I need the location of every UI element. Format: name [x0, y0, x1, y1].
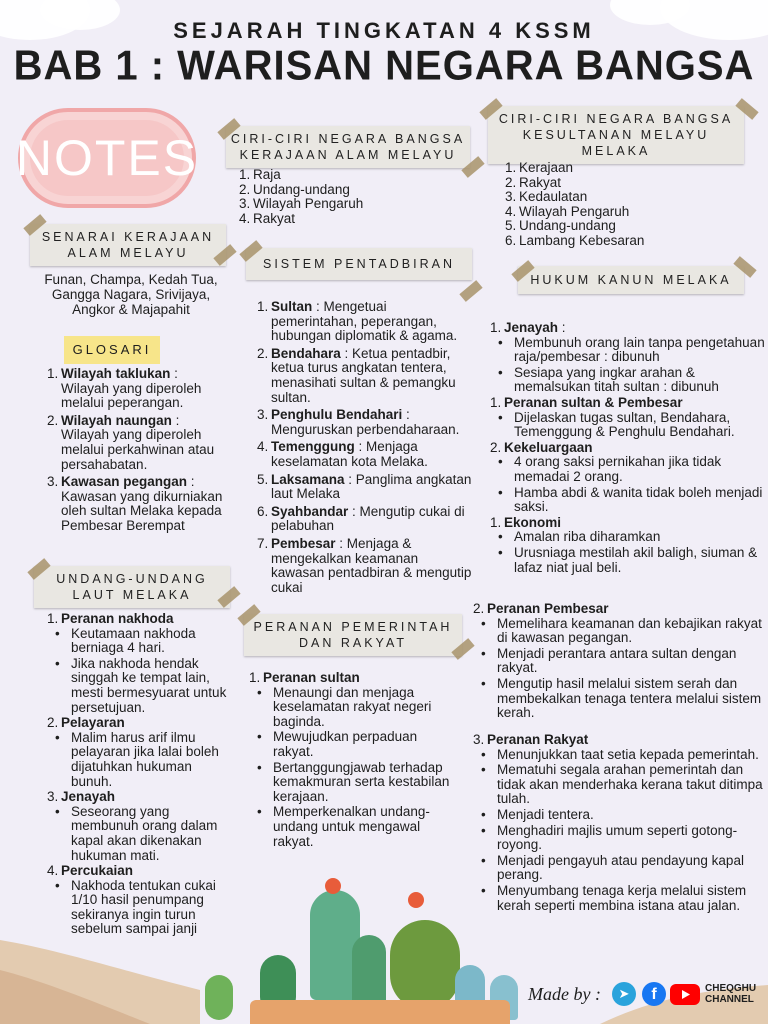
label-sistem-pentadbiran: SISTEM PENTADBIRAN	[246, 248, 472, 280]
bullet-item: • Mematuhi segala arahan pemerintah dan tidak akan menderhaka kerana takut ditimpa tulah.	[473, 763, 763, 807]
bullet-item: • Jika nakhoda hendak singgah ke tempat lain, mesti bermesyuarat untuk persetujuan.	[47, 657, 227, 715]
bullet-item: • Menjadi perantara antara sultan dengan rakyat.	[473, 647, 763, 676]
bullet-item: • Bertanggungjawab terhadap kemakmuran serta kestabilan kerajaan.	[249, 761, 461, 805]
item-text: Rakyat	[519, 174, 562, 190]
section-number: 1.	[47, 611, 59, 626]
item-text: Kerajaan	[519, 160, 574, 175]
section-title: Peranan sultan & Pembesar	[504, 394, 683, 410]
section-title: Ekonomi	[504, 514, 562, 530]
bullet-item: • Mengutip hasil melalui sistem serah dan membekalkan tenaga tentera melalui sistem kerah.	[473, 677, 763, 721]
section-suffix: :	[558, 320, 566, 335]
section-number: 1.	[490, 320, 502, 335]
section-number: 2.	[47, 715, 59, 731]
bullet-item: • Dijelaskan tugas sultan, Bendahara, Temenggung & Penghulu Bendahari.	[490, 411, 766, 440]
list-item	[257, 505, 475, 534]
item-term: Pembesar	[271, 535, 336, 551]
section-heading	[473, 733, 763, 748]
item-desc: : Mengetuai pemerintahan, peperangan, hubungan diplomatik & agama.	[271, 299, 458, 344]
list-item	[239, 168, 439, 183]
sistem-pentadbiran-list	[257, 300, 475, 598]
item-number: 1.	[257, 299, 269, 314]
bullet-item: • Keutamaan nakhoda berniaga 4 hari.	[47, 627, 227, 656]
section-title: Jenayah	[504, 320, 559, 335]
item-term: Laksamana	[271, 471, 345, 487]
item-term: Kawasan pegangan	[61, 474, 188, 490]
item-number: 4.	[239, 210, 251, 226]
youtube-icon[interactable]	[670, 984, 700, 1005]
telegram-icon[interactable]: ➤	[612, 982, 636, 1006]
list-item	[47, 367, 227, 411]
list-item	[505, 219, 725, 234]
bullet-item: • Membunuh orang lain tanpa pengetahuan raja/pembesar : dibunuh	[490, 336, 766, 365]
section-heading	[47, 790, 227, 805]
section-number: 2.	[490, 439, 502, 455]
section-heading	[47, 612, 227, 627]
page-title: BAB 1 : WARISAN NEGARA BANGSA	[13, 42, 755, 90]
section-number: 1.	[249, 670, 261, 685]
item-number: 3.	[47, 474, 59, 490]
item-term: Penghulu Bendahari	[271, 407, 403, 423]
list-item	[239, 197, 439, 212]
list-item	[505, 190, 725, 205]
bullet-item: • Malim harus arif ilmu pelayaran jika lalai boleh dijatuhkan hukuman bunuh.	[47, 731, 227, 789]
list-item	[505, 176, 725, 191]
section-number: 3.	[473, 732, 485, 747]
flower-icon	[408, 892, 424, 908]
bullet-item: • Memperkenalkan undang-undang untuk mengawal rakyat.	[249, 805, 461, 849]
label-ciri-alam-melayu: CIRI-CIRI NEGARA BANGSA KERAJAAN ALAM MELAYU	[226, 126, 470, 168]
notes-badge	[15, 108, 199, 208]
item-desc: : Mengutip cukai di pelabuhan	[271, 503, 465, 534]
item-desc: : Wilayah yang diperoleh melalui peperangan.	[61, 366, 202, 411]
laut-melaka-list	[47, 612, 227, 938]
item-number: 6.	[505, 232, 517, 248]
item-desc: : Ketua pentadbir, ketua turus angkatan tentera, menasihati sultan & pemangku sultan.	[271, 345, 456, 405]
cactus-illustration	[205, 975, 233, 1020]
peranan-rakyat-list	[473, 733, 763, 914]
section-title: Percukaian	[61, 863, 134, 879]
list-item	[257, 347, 475, 405]
item-number: 5.	[257, 471, 269, 487]
item-number: 4.	[257, 439, 269, 455]
list-item	[239, 183, 439, 198]
item-text: Raja	[253, 167, 281, 182]
item-text: Wilayah Pengaruh	[519, 203, 630, 219]
item-desc: : Menjaga & mengekalkan keamanan kawasan pentadbiran & mengutip cukai	[271, 535, 472, 595]
made-by-label: Made by :	[528, 984, 601, 1004]
section-number: 3.	[47, 789, 59, 805]
item-number: 1.	[239, 167, 251, 182]
section-heading	[490, 321, 766, 336]
item-term: Syahbandar	[271, 503, 349, 519]
item-text: Undang-undang	[253, 181, 350, 197]
section-heading	[249, 671, 461, 686]
ciri-alam-melayu-list	[239, 168, 439, 226]
label-peranan-pemerintah: PERANAN PEMERINTAH DAN RAKYAT	[244, 614, 462, 656]
peranan-sultan-list	[249, 671, 461, 850]
section-title: Peranan Rakyat	[487, 732, 589, 747]
glosari-label: GLOSARI	[64, 336, 160, 364]
bullet-item: • Amalan riba diharamkan	[490, 530, 766, 545]
item-number: 5.	[505, 218, 517, 234]
item-number: 6.	[257, 503, 269, 519]
flower-pot	[250, 1000, 510, 1024]
channel-name	[705, 983, 756, 1005]
facebook-icon[interactable]: f	[642, 982, 666, 1006]
bullet-item: • Menyumbang tenaga kerja melalui sistem kerah seperti membina istana atau jalan.	[473, 884, 763, 913]
peranan-pembesar-list	[473, 602, 763, 722]
list-item	[239, 212, 439, 227]
section-number: 1.	[490, 394, 502, 410]
bullet-item: • Sesiapa yang ingkar arahan & memalsukan titah sultan : dibunuh	[490, 366, 766, 395]
label-kerajaan-alam-melayu: SENARAI KERAJAAN ALAM MELAYU	[30, 224, 226, 266]
item-number: 3.	[505, 189, 517, 205]
section-heading	[473, 602, 763, 617]
item-number: 2.	[47, 412, 59, 428]
label-laut-melaka: UNDANG-UNDANG LAUT MELAKA	[34, 566, 230, 608]
section-title: Peranan sultan	[263, 670, 360, 685]
section-title: Peranan Pembesar	[487, 601, 609, 616]
section-heading	[47, 864, 227, 879]
cactus-illustration	[352, 935, 386, 1005]
item-number: 3.	[239, 196, 251, 212]
list-item	[47, 475, 227, 533]
item-text: Lambang Kebesaran	[519, 232, 645, 248]
bullet-item: • Menaungi dan menjaga keselamatan rakyat negeri baginda.	[249, 686, 461, 730]
flower-icon	[325, 878, 341, 894]
item-number: 1.	[505, 160, 517, 175]
tape-decoration	[459, 280, 482, 302]
label-ciri-melaka: CIRI-CIRI NEGARA BANGSA KESULTANAN MELAYU MELAKA	[488, 106, 744, 164]
glosari-list	[47, 367, 227, 537]
item-text: Wilayah Pengaruh	[253, 196, 364, 212]
bullet-item: • Urusniaga mestilah akil baligh, siuman & lafaz niat jual beli.	[490, 546, 766, 575]
item-number: 4.	[505, 203, 517, 219]
item-term: Bendahara	[271, 345, 341, 361]
list-item	[257, 408, 475, 437]
item-desc: : Menjaga keselamatan kota Melaka.	[271, 439, 428, 469]
channel-line-1: CHEQGHU	[705, 983, 757, 994]
section-number: 2.	[473, 601, 485, 616]
cactus-illustration	[390, 920, 460, 1010]
list-item	[47, 414, 227, 472]
item-number: 2.	[239, 181, 251, 197]
list-item	[505, 205, 725, 220]
item-term: Wilayah taklukan	[61, 366, 171, 381]
item-number: 1.	[47, 366, 59, 381]
list-item	[257, 300, 475, 344]
kerajaan-alam-melayu-text: Funan, Champa, Kedah Tua, Gangga Nagara, Srivijaya, Angkor & Majapahit	[44, 272, 218, 317]
item-term: Sultan	[271, 299, 313, 314]
list-item	[505, 161, 725, 176]
section-heading	[490, 396, 766, 411]
list-item	[257, 537, 475, 595]
section-title: Peranan nakhoda	[61, 611, 174, 626]
item-text: Rakyat	[253, 210, 296, 226]
item-desc: : Kawasan yang dikurniakan oleh sultan Melaka kepada Pembesar Berempat	[61, 474, 223, 533]
bullet-item: • Menjadi tentera.	[473, 808, 763, 823]
item-number: 2.	[505, 174, 517, 190]
channel-line-2: CHANNEL	[705, 994, 754, 1005]
list-item	[257, 440, 475, 469]
item-number: 7.	[257, 535, 269, 551]
item-desc: : Menguruskan perbendaharaan.	[271, 407, 460, 437]
bullet-item: • Menghadiri majlis umum seperti gotong- royong.	[473, 824, 763, 853]
item-text: Undang-undang	[519, 218, 616, 234]
bullet-item: • Memelihara keamanan dan kebajikan rakyat di kawasan pegangan.	[473, 617, 763, 646]
bullet-item: • Menjadi pengayuh atau pendayung kapal perang.	[473, 854, 763, 883]
section-heading	[490, 516, 766, 531]
page-subtitle: SEJARAH TINGKATAN 4 KSSM	[173, 18, 595, 43]
section-title: Pelayaran	[61, 715, 125, 731]
section-title: Jenayah	[61, 789, 116, 805]
bullet-item: • Nakhoda tentukan cukai 1/10 hasil penumpang sekiranya ingin turun sebelum sampai janji	[47, 879, 227, 937]
list-item	[505, 234, 725, 249]
item-desc: : Panglima angkatan laut Melaka	[271, 471, 472, 502]
bullet-item: • Hamba abdi & wanita tidak boleh menjadi saksi.	[490, 486, 766, 515]
section-number: 4.	[47, 863, 59, 879]
label-hukum-kanun: HUKUM KANUN MELAKA	[518, 266, 744, 294]
section-heading	[47, 716, 227, 731]
bullet-item: • Seseorang yang membunuh orang dalam kapal akan dikenakan hukuman mati.	[47, 805, 227, 863]
hukum-kanun-list	[490, 321, 766, 576]
bullet-item: • Mewujudkan perpaduan rakyat.	[249, 730, 461, 759]
item-number: 2.	[257, 345, 269, 361]
item-number: 3.	[257, 407, 269, 423]
bullet-item: • 4 orang saksi pernikahan jika tidak memadai 2 orang.	[490, 455, 766, 484]
section-heading	[490, 441, 766, 456]
ciri-melaka-list	[505, 161, 725, 249]
item-term: Wilayah naungan	[61, 412, 172, 428]
section-title: Kekeluargaan	[504, 439, 593, 455]
list-item	[257, 473, 475, 502]
item-text: Kedaulatan	[519, 189, 588, 205]
notes-label: NOTES	[15, 130, 199, 186]
section-number: 1.	[490, 514, 502, 530]
item-term: Temenggung	[271, 439, 355, 455]
bullet-item: • Menunjukkan taat setia kepada pemerintah.	[473, 748, 763, 763]
item-desc: : Wilayah yang diperoleh melalui perkahwinan atau persahabatan.	[61, 412, 215, 472]
